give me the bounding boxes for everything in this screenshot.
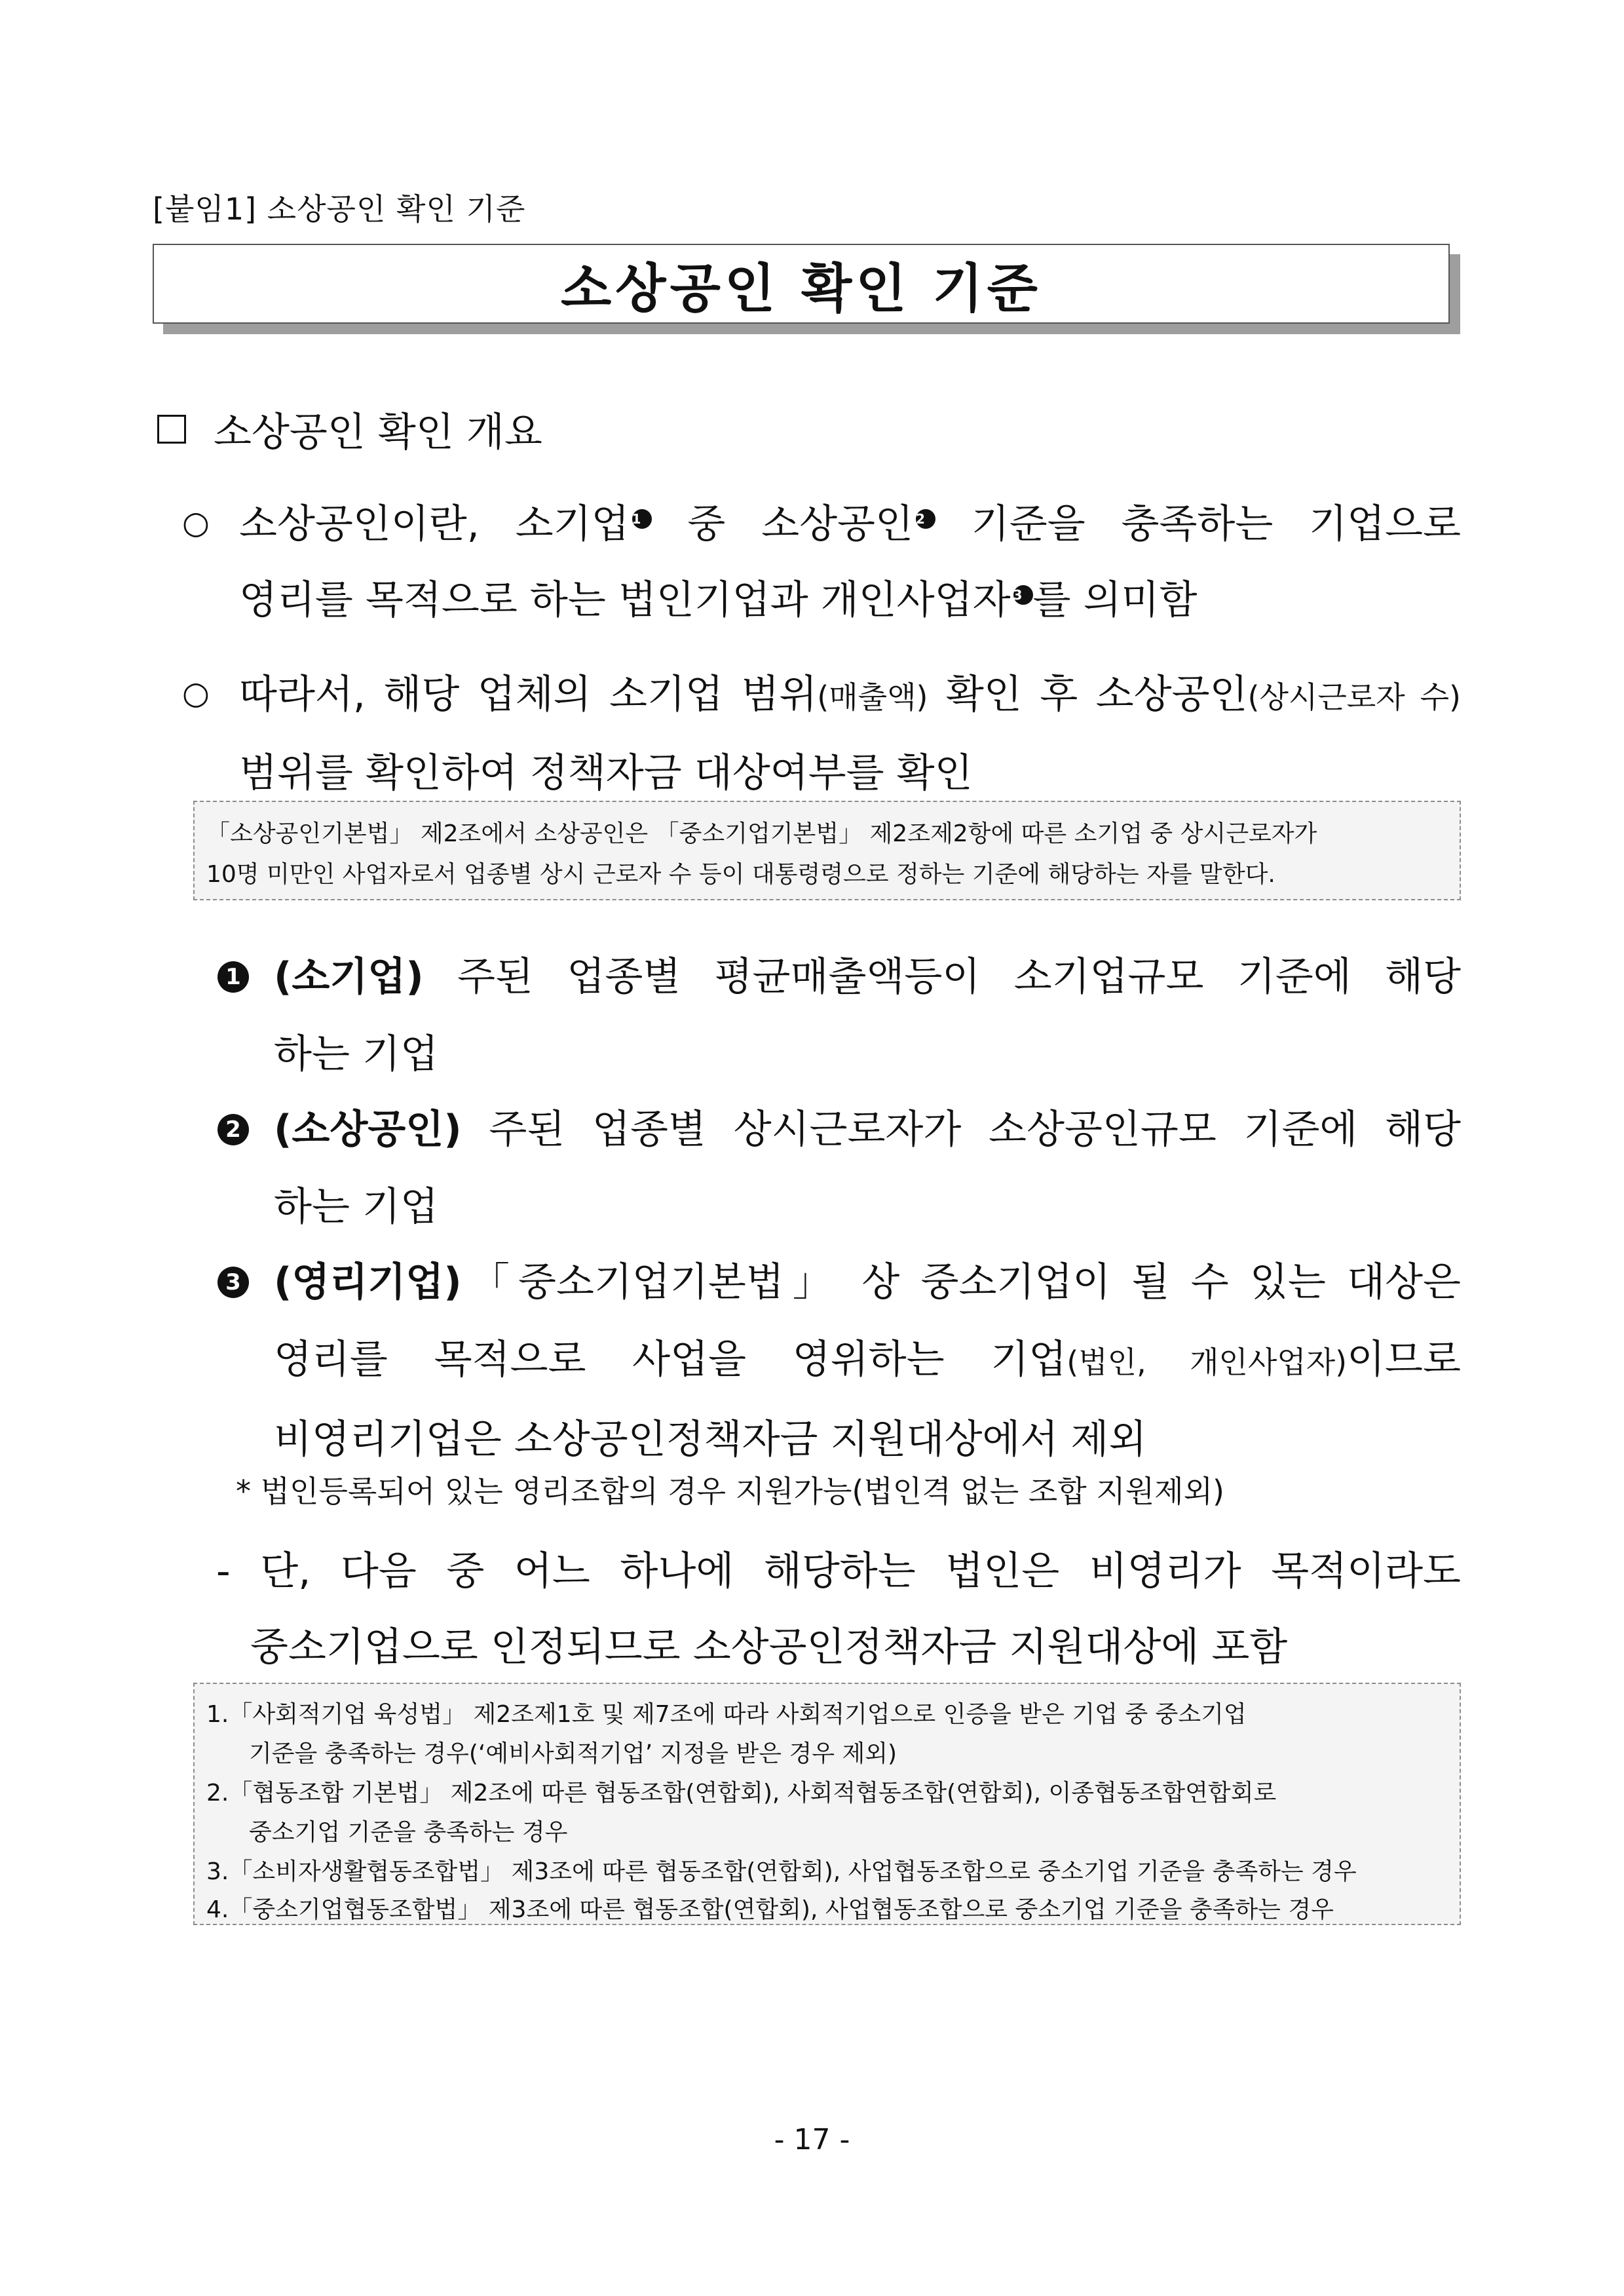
section-heading-text: 소상공인 확인 개요: [214, 410, 542, 455]
item-small-business: [274, 938, 1461, 1093]
paragraph-2-line-2: 범위를 확인하여 정책자금 대상여부를 확인: [239, 750, 973, 796]
footnote-1-icon: 1: [632, 509, 652, 529]
page-number: - 17 -: [774, 2123, 850, 2156]
paragraph-1-line-1: 소상공인이란, 소기업 $^1$ 중 소상공인 $^2$ 기준을 충족하는 기업으로: [239, 501, 1461, 547]
circled-number-icon: 2: [217, 1114, 249, 1145]
circle-bullet-icon: ○: [182, 675, 210, 712]
item-small-merchant: [274, 1091, 1461, 1246]
item-line: 하는 기업: [274, 1031, 438, 1077]
note-line: 4.「중소기업협동조합법」 제3조에 따른 협동조합(연합회), 사업협동조합으로 중소기업 기준을 충족하는 경우: [206, 1896, 1334, 1923]
exception-note-box: [193, 1683, 1461, 1925]
attachment-label: [붙임1] 소상공인 확인 기준: [153, 191, 526, 227]
circle-bullet-icon: ○: [182, 505, 210, 541]
paragraph-1-line-2: 영리를 목적으로 하는 법인기업과 개인사업자 $^3$ 를 의미함: [239, 577, 1198, 623]
checkbox-square-icon: [157, 415, 186, 444]
paragraph-1: [239, 486, 1461, 638]
footnote-2-icon: 2: [916, 509, 935, 529]
item-for-profit: [274, 1244, 1461, 1478]
item-line: (소상공인) 주된 업종별 상시근로자가 소상공인규모 기준에 해당: [274, 1107, 1461, 1153]
item-line: (영리기업)「중소기업기본법」 상 중소기업이 될 수 있는 대상은: [274, 1259, 1461, 1305]
note-line: 기준을 충족하는 경우(‘예비사회적기업’ 지정을 받은 경우 제외): [249, 1740, 897, 1767]
footnote-3-icon: 3: [1013, 585, 1033, 605]
note-line: 10명 미만인 사업자로서 업종별 상시 근로자 수 등이 대통령령으로 정하는 기준에 해당하는 자를 말한다.: [206, 861, 1275, 888]
item-line: 비영리기업은 소상공인정책자금 지원대상에서 제외: [274, 1417, 1147, 1463]
section-heading: [157, 401, 542, 457]
paragraph-2-line-1: 따라서, 해당 업체의 소기업 범위(매출액) 확인 후 소상공인(상시근로자 수): [239, 672, 1461, 718]
dash-paragraph: [216, 1533, 1461, 1685]
page-title: 소상공인 확인 기준: [153, 244, 1450, 324]
circled-number-icon: 1: [217, 961, 249, 993]
paragraph-2: [239, 657, 1461, 811]
dash-line-1: - 단, 다음 중 어느 하나에 해당하는 법인은 비영리가 목적이라도: [216, 1548, 1461, 1594]
note-line: 중소기업 기준을 충족하는 경우: [249, 1819, 568, 1846]
item-line: 하는 기업: [274, 1184, 438, 1230]
item-line: 영리를 목적으로 사업을 영위하는 기업(법인, 개인사업자)이므로: [274, 1337, 1461, 1383]
note-line: 1.「사회적기업 육성법」 제2조제1호 및 제7조에 따라 사회적기업으로 인증을 받은 기업 중 중소기업: [206, 1701, 1247, 1728]
dash-line-2: 중소기업으로 인정되므로 소상공인정책자금 지원대상에 포함: [250, 1624, 1288, 1670]
note-line: 「소상공인기본법」 제2조에서 소상공인은 「중소기업기본법」 제2조제2항에 따른 소기업 중 상시근로자가: [206, 820, 1317, 847]
circled-number-icon: 3: [217, 1267, 249, 1298]
note-line: 2.「협동조합 기본법」 제2조에 따른 협동조합(연합회), 사회적협동조합(연합회), 이종협동조합연합회로: [206, 1780, 1277, 1807]
title-box: [153, 244, 1450, 324]
note-line: 3.「소비자생활협동조합법」 제3조에 따른 협동조합(연합회), 사업협동조합으로 중소기업 기준을 충족하는 경우: [206, 1858, 1357, 1885]
item-line: (소기업) 주된 업종별 평균매출액등이 소기업규모 기준에 해당: [274, 954, 1461, 1000]
star-note: * 법인등록되어 있는 영리조합의 경우 지원가능(법인격 없는 조합 지원제외): [236, 1474, 1224, 1509]
definition-note-box: [193, 801, 1461, 900]
